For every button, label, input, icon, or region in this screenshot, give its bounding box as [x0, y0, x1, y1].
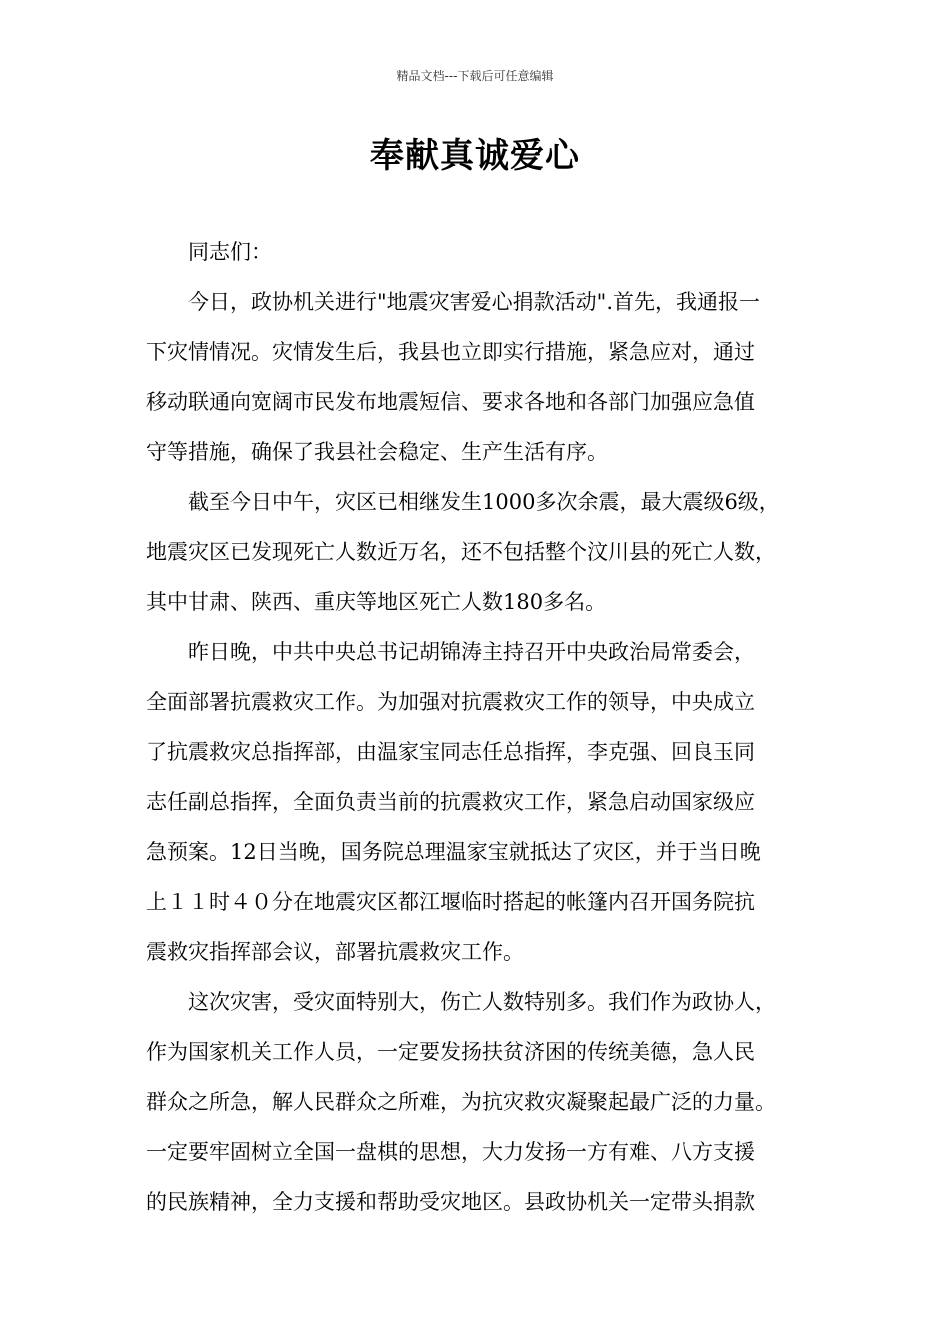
salutation: 同志们： — [188, 240, 272, 264]
body-line: 一定要牢固树立全国一盘棋的思想，大力发扬一方有难、八方支援 — [146, 1140, 755, 1164]
body-line: 震救灾指挥部会议，部署抗震救灾工作。 — [146, 940, 524, 964]
body-line: 的民族精神，全力支援和帮助受灾地区。县政协机关一定带头捐款 — [146, 1190, 755, 1214]
page-header: 精品文档---下载后可任意编辑 — [396, 69, 554, 83]
document-body — [146, 227, 816, 1227]
body-line: 了抗震救灾总指挥部，由温家宝同志任总指挥，李克强、回良玉同 — [146, 740, 755, 764]
body-line: 移动联通向宽阔市民发布地震短信、要求各地和各部门加强应急值 — [146, 390, 755, 414]
body-line: 作为国家机关工作人员，一定要发扬扶贫济困的传统美德，急人民 — [146, 1040, 755, 1064]
body-line: 下灾情情况。灾情发生后，我县也立即实行措施，紧急应对，通过 — [146, 340, 755, 364]
body-line: 志任副总指挥，全面负责当前的抗震救灾工作，紧急启动国家级应 — [146, 790, 755, 814]
body-line: 这次灾害，受灾面特别大，伤亡人数特别多。我们作为政协人， — [188, 990, 776, 1014]
body-line: 地震灾区已发现死亡人数近万名，还不包括整个汶川县的死亡人数， — [146, 540, 776, 564]
body-line: 昨日晚，中共中央总书记胡锦涛主持召开中央政治局常委会， — [188, 640, 755, 664]
body-line: 其中甘肃、陕西、重庆等地区死亡人数180多名。 — [146, 590, 607, 614]
body-line: 截至今日中午，灾区已相继发生1000多次余震，最大震级6级， — [188, 490, 780, 514]
body-line: 急预案。12日当晚，国务院总理温家宝就抵达了灾区，并于当日晚 — [146, 840, 761, 864]
body-line: 全面部署抗震救灾工作。为加强对抗震救灾工作的领导，中央成立 — [146, 690, 755, 714]
body-line: 今日，政协机关进行"地震灾害爱心捐款活动".首先，我通报一 — [188, 290, 760, 314]
body-line: 守等措施，确保了我县社会稳定、生产生活有序。 — [146, 440, 608, 464]
document-title: 奉献真诚爱心 — [370, 136, 580, 176]
body-line: 群众之所急，解人民群众之所难，为抗灾救灾凝聚起最广泛的力量。 — [146, 1090, 776, 1114]
body-line: 上１１时４０分在地震灾区都江堰临时搭起的帐篷内召开国务院抗 — [146, 890, 755, 914]
